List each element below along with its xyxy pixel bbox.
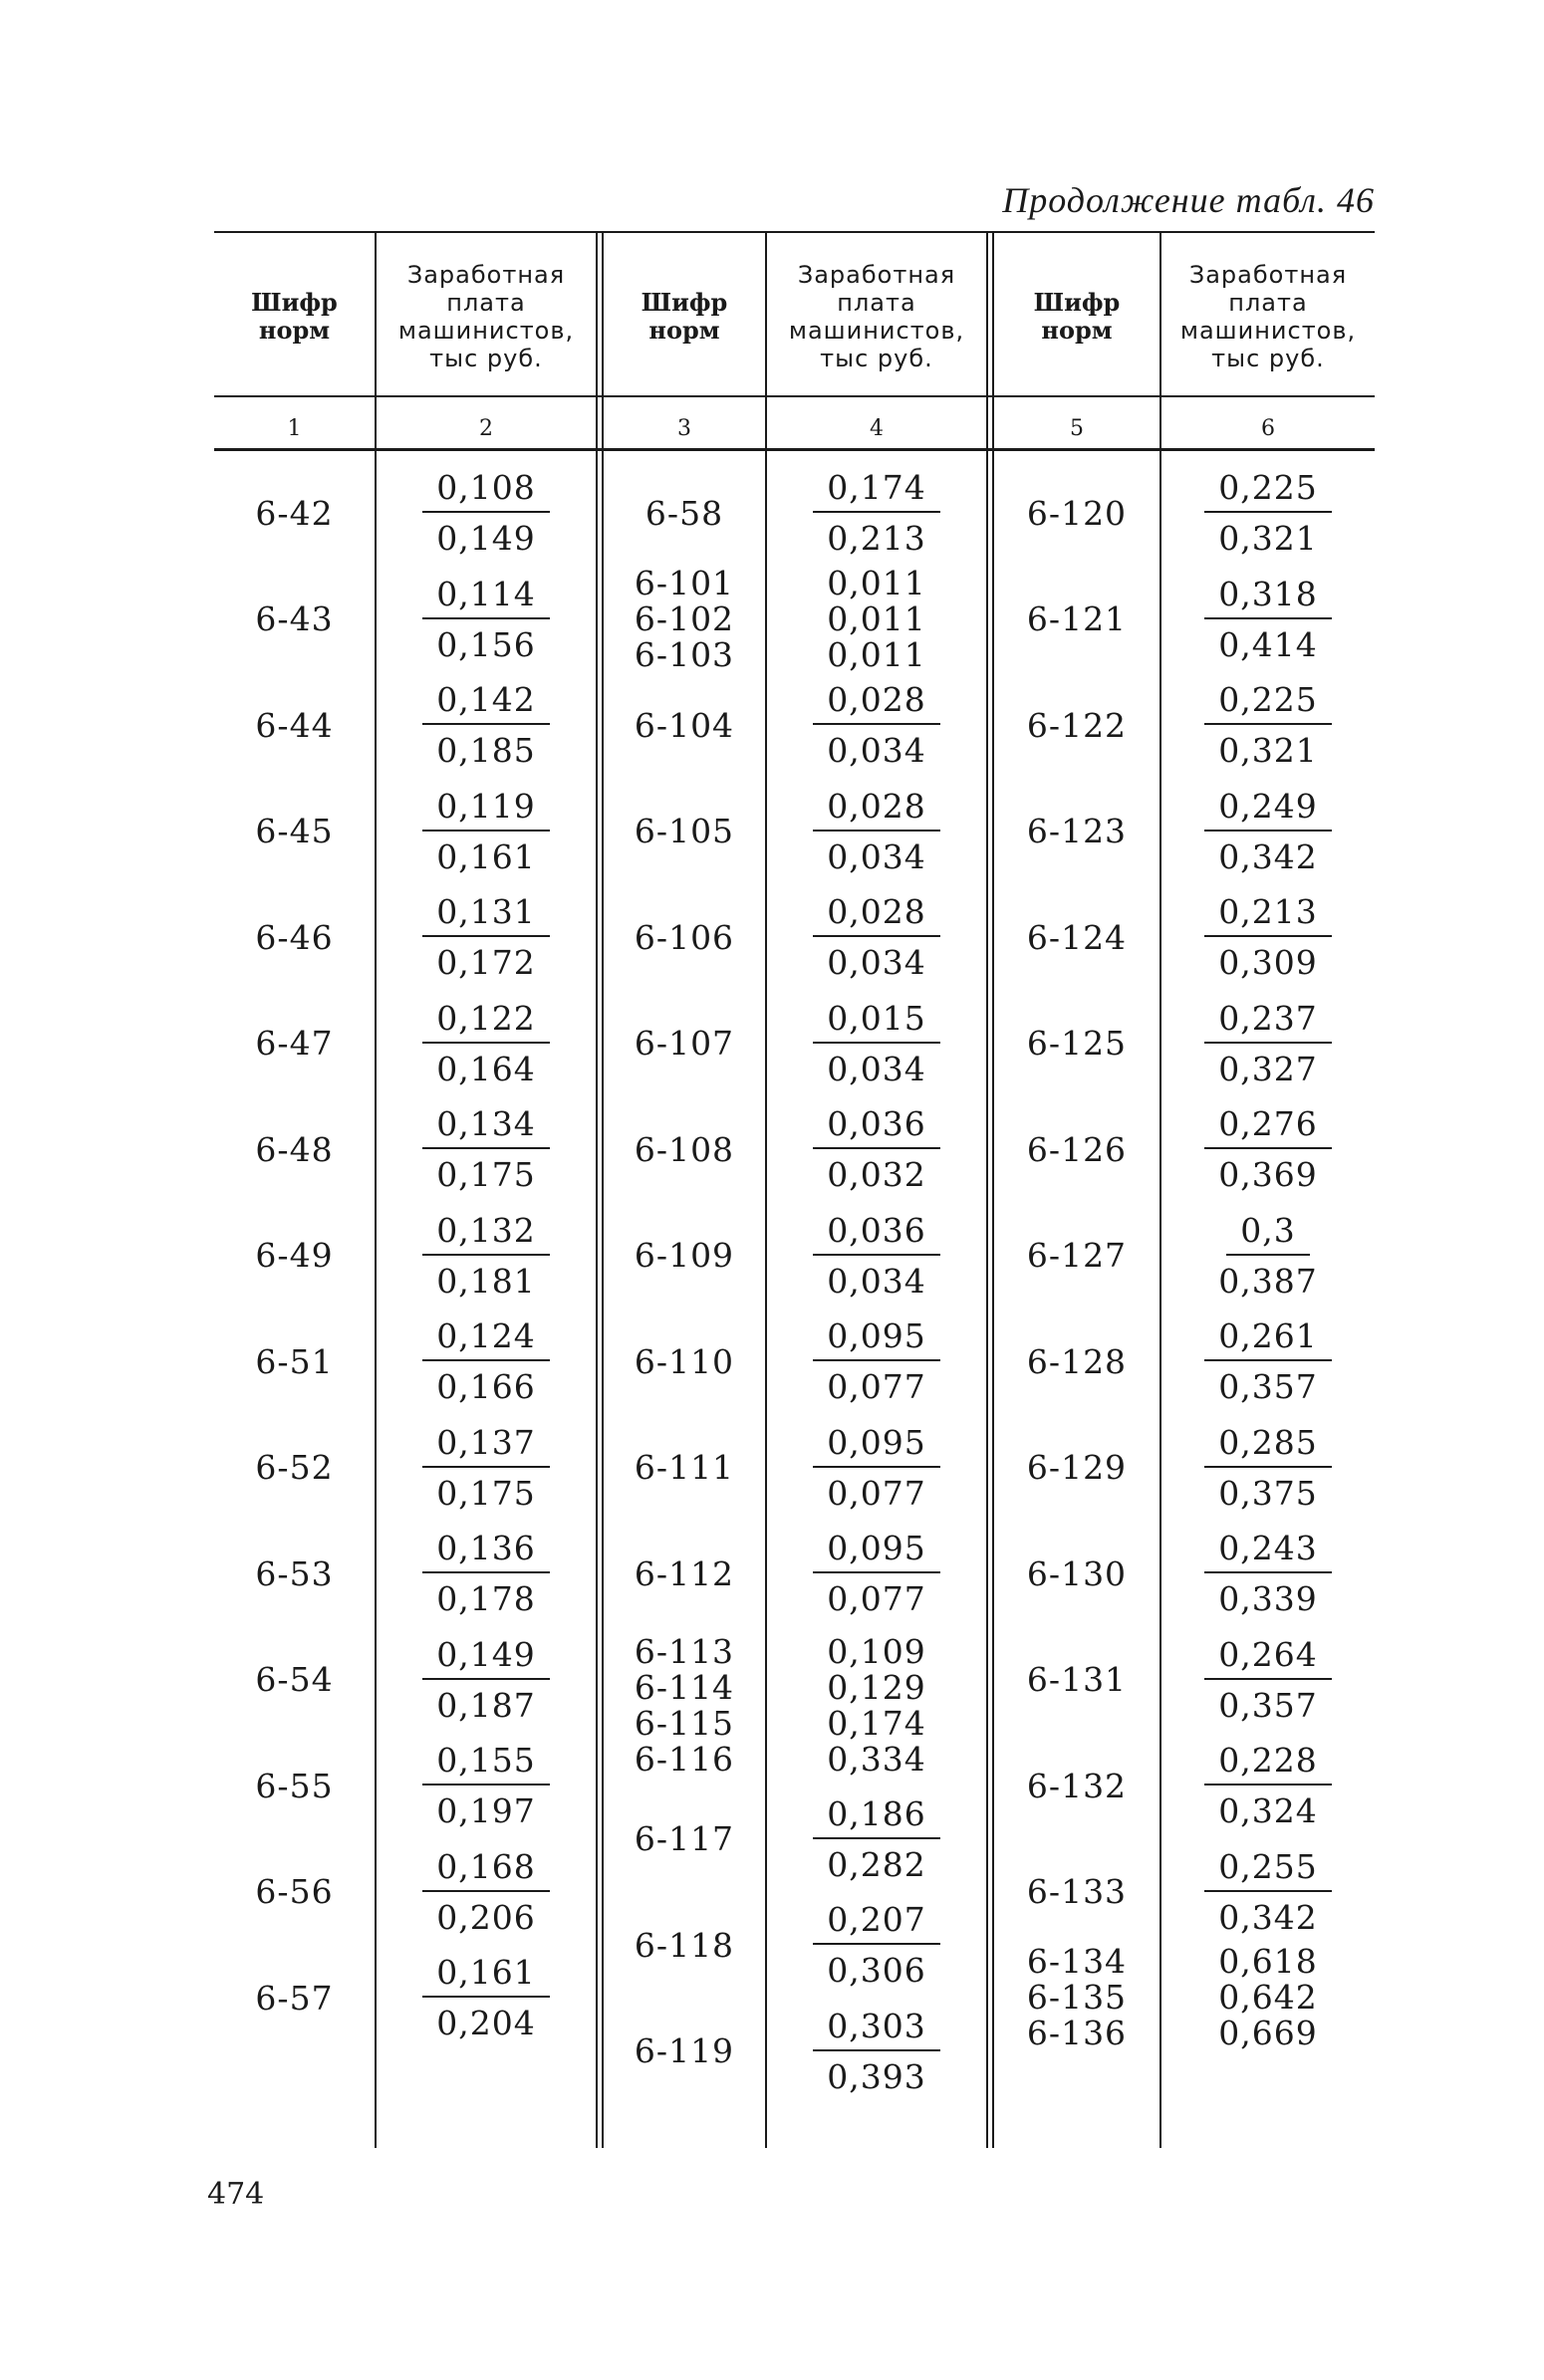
fraction-denominator: 0,414 — [1218, 624, 1318, 664]
wage-fraction — [1161, 1203, 1375, 1309]
fraction — [1204, 680, 1331, 770]
fraction-numerator: 0,155 — [422, 1741, 549, 1785]
wage-fraction — [767, 1998, 986, 2104]
column-numbers-rule — [214, 448, 1375, 451]
fraction-denominator: 0,342 — [1218, 836, 1318, 876]
header-code-label: Шифр норм — [641, 288, 728, 345]
wage-fraction — [767, 1521, 986, 1627]
fraction — [422, 892, 549, 982]
fraction — [813, 787, 939, 876]
fraction-numerator: 0,136 — [422, 1529, 549, 1573]
fraction-denominator: 0,161 — [436, 836, 536, 876]
wage-fraction — [377, 1839, 596, 1946]
fraction-numerator: 0,131 — [422, 892, 549, 937]
fraction-denominator: 0,306 — [827, 1951, 926, 1990]
wage-fraction — [1161, 779, 1375, 885]
fraction-numerator: 0,134 — [422, 1104, 549, 1149]
fraction — [422, 1104, 549, 1194]
wage-list — [1218, 1944, 1317, 2051]
norm-code: 6-51 — [255, 1341, 334, 1381]
wage-fraction — [767, 884, 986, 991]
norm-code: 6-133 — [1026, 1872, 1128, 1912]
fraction — [422, 468, 549, 558]
caption: Продолжение табл. 46 — [1002, 180, 1375, 220]
column-number: 4 — [870, 415, 884, 441]
norm-code: 6-112 — [634, 1553, 735, 1593]
wage-list — [827, 563, 926, 674]
fraction-denominator: 0,321 — [1218, 519, 1318, 559]
wage-fraction — [1161, 567, 1375, 673]
fraction-numerator: 0,028 — [813, 787, 939, 832]
wage-fraction — [767, 1309, 986, 1415]
fraction-numerator: 0,207 — [813, 1900, 939, 1945]
fraction-denominator: 0,213 — [827, 519, 926, 559]
fraction-denominator: 0,034 — [827, 731, 926, 771]
wage-fraction — [377, 991, 596, 1097]
norm-code-group — [604, 563, 765, 674]
fraction — [813, 1316, 939, 1406]
fraction-denominator: 0,375 — [1218, 1473, 1318, 1513]
fraction-denominator: 0,357 — [1218, 1367, 1318, 1407]
norm-code: 6-48 — [255, 1129, 334, 1169]
wage-value: 0,129 — [827, 1668, 926, 1708]
fraction — [813, 892, 939, 982]
norm-code: 6-102 — [634, 598, 735, 638]
fraction-denominator: 0,204 — [436, 2004, 536, 2043]
fraction-numerator: 0,015 — [813, 999, 939, 1044]
wage-list — [827, 1634, 925, 1778]
wage-fraction — [767, 672, 986, 779]
fraction — [1218, 1211, 1317, 1301]
fraction-numerator: 0,213 — [1204, 892, 1331, 937]
norm-code: 6-118 — [634, 1925, 735, 1965]
fraction-denominator: 0,032 — [827, 1155, 926, 1195]
divider-4a — [986, 231, 988, 2148]
fraction-numerator: 0,132 — [422, 1211, 549, 1256]
norm-code: 6-49 — [255, 1236, 334, 1276]
wage-value: 0,174 — [827, 1704, 926, 1744]
fraction-denominator: 0,197 — [436, 1791, 536, 1831]
fraction — [422, 1741, 549, 1830]
wage-fraction — [767, 1096, 986, 1203]
fraction-numerator: 0,028 — [813, 892, 939, 937]
wage-fraction — [767, 779, 986, 885]
wage-fraction — [767, 1892, 986, 1999]
fraction-numerator: 0,228 — [1204, 1741, 1331, 1785]
norm-code: 6-124 — [1026, 917, 1128, 957]
fraction — [422, 1423, 549, 1513]
table-top-rule — [214, 231, 1375, 233]
fraction-denominator: 0,166 — [436, 1367, 536, 1407]
norm-code: 6-136 — [1026, 2014, 1128, 2053]
wage-fraction — [1161, 1627, 1375, 1734]
fraction-denominator: 0,339 — [1218, 1579, 1318, 1619]
page-number: 474 — [207, 2177, 265, 2212]
wage-fraction — [767, 991, 986, 1097]
fraction-denominator: 0,077 — [827, 1473, 926, 1513]
fraction — [1204, 1741, 1331, 1830]
fraction — [1204, 1104, 1331, 1194]
header-pay-label: Заработная плата машинистов, тыс руб. — [397, 261, 575, 372]
fraction-denominator: 0,034 — [827, 943, 926, 983]
fraction-denominator: 0,172 — [436, 943, 536, 983]
norm-code-list — [634, 563, 735, 674]
fraction-denominator: 0,324 — [1218, 1791, 1318, 1831]
norm-code: 6-127 — [1026, 1236, 1128, 1276]
norm-code: 6-104 — [634, 705, 735, 745]
fraction-denominator: 0,357 — [1218, 1685, 1318, 1725]
header-bottom-rule — [214, 395, 1375, 397]
fraction — [813, 468, 939, 558]
norm-code: 6-52 — [255, 1448, 334, 1488]
norm-code: 6-113 — [634, 1632, 735, 1672]
fraction — [813, 2007, 939, 2096]
fraction — [1204, 1847, 1331, 1937]
fraction — [422, 787, 549, 876]
fraction-denominator: 0,178 — [436, 1579, 536, 1619]
fraction-denominator: 0,185 — [436, 731, 536, 771]
norm-code: 6-106 — [634, 917, 735, 957]
fraction — [1204, 468, 1331, 558]
fraction-numerator: 0,036 — [813, 1211, 939, 1256]
wage-fraction — [1161, 1096, 1375, 1203]
fraction-numerator: 0,276 — [1204, 1104, 1331, 1149]
norm-code: 6-58 — [644, 493, 724, 533]
fraction — [422, 680, 549, 770]
fraction-numerator: 0,122 — [422, 999, 549, 1044]
fraction — [422, 1953, 549, 2042]
norm-code: 6-107 — [634, 1024, 735, 1064]
fraction-denominator: 0,393 — [827, 2056, 926, 2096]
norm-code: 6-128 — [1026, 1341, 1128, 1381]
wage-group — [1161, 1942, 1375, 2053]
fraction-denominator: 0,034 — [827, 1049, 926, 1088]
fraction-denominator: 0,034 — [827, 1261, 926, 1301]
norm-code: 6-47 — [255, 1024, 334, 1064]
fraction — [422, 999, 549, 1088]
wage-fraction — [1161, 1521, 1375, 1627]
norm-code: 6-117 — [634, 1819, 735, 1858]
norm-code: 6-53 — [255, 1553, 334, 1593]
norm-code: 6-132 — [1026, 1766, 1128, 1805]
fraction-denominator: 0,077 — [827, 1367, 926, 1407]
norm-code: 6-111 — [634, 1448, 735, 1488]
norm-code-list — [635, 1634, 734, 1778]
fraction-denominator: 0,175 — [436, 1473, 536, 1513]
fraction-numerator: 0,114 — [422, 575, 549, 619]
norm-code: 6-54 — [255, 1660, 334, 1700]
fraction-numerator: 0,318 — [1204, 575, 1331, 619]
norm-code: 6-43 — [255, 599, 334, 639]
wage-fraction — [1161, 1733, 1375, 1839]
fraction-denominator: 0,206 — [436, 1897, 536, 1937]
wage-value: 0,618 — [1218, 1942, 1318, 1982]
fraction-numerator: 0,142 — [422, 680, 549, 725]
fraction-denominator: 0,034 — [827, 836, 926, 876]
fraction — [422, 1529, 549, 1618]
wage-fraction — [377, 1203, 596, 1309]
wage-fraction — [377, 1521, 596, 1627]
wage-value: 0,011 — [827, 598, 926, 638]
fraction-denominator: 0,321 — [1218, 731, 1318, 771]
wage-fraction — [767, 1415, 986, 1522]
fraction — [1204, 1423, 1331, 1513]
fraction-denominator: 0,175 — [436, 1155, 536, 1195]
norm-code: 6-109 — [634, 1236, 735, 1276]
fraction-numerator: 0,186 — [813, 1794, 939, 1839]
norm-code: 6-105 — [634, 812, 735, 851]
wage-fraction — [767, 1203, 986, 1309]
column-number: 6 — [1261, 415, 1275, 441]
norm-code: 6-116 — [634, 1740, 735, 1780]
norm-code: 6-122 — [1026, 705, 1128, 745]
fraction-numerator: 0,225 — [1204, 468, 1331, 513]
fraction-denominator: 0,327 — [1218, 1049, 1318, 1088]
fraction-denominator: 0,369 — [1218, 1155, 1318, 1195]
fraction-denominator: 0,181 — [436, 1261, 536, 1301]
fraction-denominator: 0,164 — [436, 1049, 536, 1088]
divider-2a — [596, 231, 598, 2148]
wage-fraction — [767, 460, 986, 567]
wage-fraction — [1161, 991, 1375, 1097]
wage-fraction — [377, 1096, 596, 1203]
wage-fraction — [1161, 884, 1375, 991]
wage-value: 0,011 — [827, 563, 926, 602]
wage-fraction — [377, 672, 596, 779]
fraction-numerator: 0,108 — [422, 468, 549, 513]
fraction-numerator: 0,3 — [1226, 1211, 1309, 1256]
wage-value: 0,669 — [1218, 2014, 1318, 2053]
fraction-numerator: 0,095 — [813, 1529, 939, 1573]
wage-fraction — [377, 1415, 596, 1522]
fraction — [422, 1635, 549, 1725]
wage-fraction — [377, 1945, 596, 2051]
fraction — [813, 999, 939, 1088]
fraction — [1204, 892, 1331, 982]
wage-value: 0,109 — [827, 1632, 926, 1672]
norm-code: 6-121 — [1026, 599, 1128, 639]
norm-code: 6-134 — [1026, 1942, 1128, 1982]
fraction-numerator: 0,303 — [813, 2007, 939, 2051]
wage-fraction — [767, 1785, 986, 1892]
norm-code: 6-42 — [255, 493, 334, 533]
fraction-numerator: 0,137 — [422, 1423, 549, 1468]
header-code-label: Шифр норм — [251, 288, 338, 345]
wage-group — [767, 1627, 986, 1786]
fraction-numerator: 0,168 — [422, 1847, 549, 1892]
fraction-numerator: 0,036 — [813, 1104, 939, 1149]
column-number: 3 — [677, 415, 691, 441]
fraction-numerator: 0,243 — [1204, 1529, 1331, 1573]
column-number: 1 — [287, 415, 302, 441]
fraction — [813, 1529, 939, 1618]
norm-code: 6-45 — [255, 812, 334, 851]
fraction — [813, 1104, 939, 1194]
fraction-numerator: 0,095 — [813, 1423, 939, 1468]
wage-fraction — [1161, 1839, 1375, 1946]
norm-code-list — [1027, 1944, 1127, 2051]
wage-value: 0,011 — [827, 634, 926, 674]
fraction-numerator: 0,174 — [813, 468, 939, 513]
wage-fraction — [1161, 1309, 1375, 1415]
norm-code: 6-126 — [1026, 1129, 1128, 1169]
norm-code: 6-103 — [634, 634, 735, 674]
fraction-numerator: 0,285 — [1204, 1423, 1331, 1468]
norm-code: 6-119 — [634, 2031, 735, 2070]
fraction — [813, 1423, 939, 1513]
fraction-numerator: 0,119 — [422, 787, 549, 832]
wage-fraction — [1161, 672, 1375, 779]
fraction — [813, 1211, 939, 1301]
fraction-numerator: 0,124 — [422, 1316, 549, 1361]
norm-code: 6-125 — [1026, 1024, 1128, 1064]
fraction — [1204, 1316, 1331, 1406]
fraction-denominator: 0,156 — [436, 624, 536, 664]
wage-fraction — [377, 1309, 596, 1415]
fraction — [813, 1900, 939, 1990]
fraction — [813, 680, 939, 770]
wage-value: 0,334 — [827, 1740, 926, 1780]
fraction-numerator: 0,249 — [1204, 787, 1331, 832]
wage-fraction — [377, 884, 596, 991]
norm-code: 6-110 — [634, 1341, 735, 1381]
fraction — [1204, 787, 1331, 876]
fraction-numerator: 0,255 — [1204, 1847, 1331, 1892]
norm-code: 6-135 — [1026, 1978, 1128, 2018]
norm-code: 6-115 — [634, 1704, 735, 1744]
norm-code: 6-130 — [1026, 1553, 1128, 1593]
wage-group — [767, 563, 986, 674]
norm-code: 6-120 — [1026, 493, 1128, 533]
fraction — [422, 575, 549, 664]
fraction-numerator: 0,261 — [1204, 1316, 1331, 1361]
norm-code: 6-57 — [255, 1978, 334, 2018]
column-number: 2 — [479, 415, 493, 441]
fraction — [422, 1316, 549, 1406]
fraction-denominator: 0,342 — [1218, 1897, 1318, 1937]
norm-code: 6-123 — [1026, 812, 1128, 851]
fraction-denominator: 0,187 — [436, 1685, 536, 1725]
fraction-numerator: 0,095 — [813, 1316, 939, 1361]
fraction — [422, 1211, 549, 1301]
norm-code: 6-46 — [255, 917, 334, 957]
wage-fraction — [377, 1627, 596, 1734]
fraction-numerator: 0,028 — [813, 680, 939, 725]
norm-code-group — [994, 1942, 1159, 2053]
norm-code: 6-108 — [634, 1129, 735, 1169]
fraction-denominator: 0,387 — [1218, 1261, 1318, 1301]
fraction-numerator: 0,264 — [1204, 1635, 1331, 1680]
fraction-numerator: 0,161 — [422, 1953, 549, 1998]
fraction-denominator: 0,149 — [436, 519, 536, 559]
fraction-denominator: 0,309 — [1218, 943, 1318, 983]
column-number: 5 — [1070, 415, 1084, 441]
fraction — [1204, 1529, 1331, 1618]
fraction-denominator: 0,077 — [827, 1579, 926, 1619]
norm-code: 6-55 — [255, 1766, 334, 1805]
wage-fraction — [1161, 1415, 1375, 1522]
wage-fraction — [377, 779, 596, 885]
wage-fraction — [1161, 460, 1375, 567]
norm-code: 6-129 — [1026, 1448, 1128, 1488]
norm-code: 6-56 — [255, 1872, 334, 1912]
fraction — [1204, 575, 1331, 664]
header-pay-label: Заработная плата машинистов, тыс руб. — [788, 261, 965, 372]
norm-code: 6-131 — [1026, 1660, 1128, 1700]
norm-code: 6-101 — [634, 563, 735, 602]
fraction — [422, 1847, 549, 1937]
header-code-label: Шифр норм — [1033, 288, 1121, 345]
fraction — [813, 1794, 939, 1884]
fraction-numerator: 0,225 — [1204, 680, 1331, 725]
norm-code: 6-114 — [634, 1668, 735, 1708]
fraction-numerator: 0,149 — [422, 1635, 549, 1680]
wage-fraction — [377, 460, 596, 567]
header-pay-label: Заработная плата машинистов, тыс руб. — [1179, 261, 1357, 372]
fraction-numerator: 0,237 — [1204, 999, 1331, 1044]
fraction — [1204, 999, 1331, 1088]
wage-fraction — [377, 567, 596, 673]
fraction — [1204, 1635, 1331, 1725]
wage-fraction — [377, 1733, 596, 1839]
norm-code: 6-44 — [255, 705, 334, 745]
fraction-denominator: 0,282 — [827, 1844, 926, 1884]
norm-code-group — [604, 1627, 765, 1786]
wage-value: 0,642 — [1218, 1978, 1318, 2018]
